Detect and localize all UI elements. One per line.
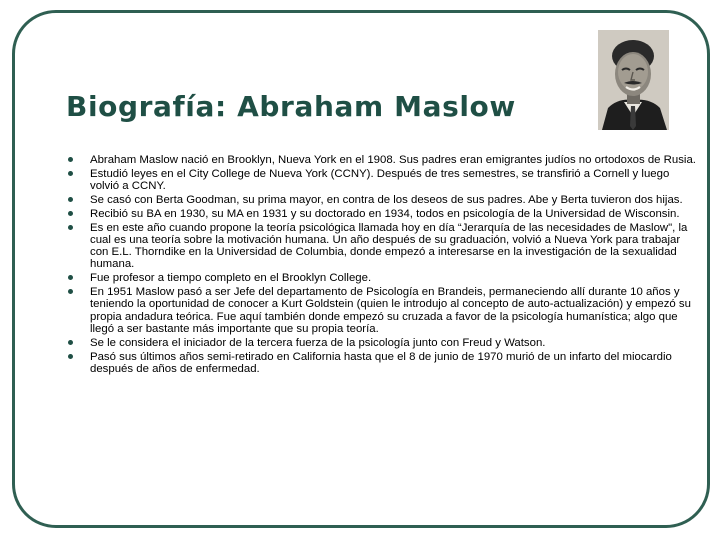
bullet-text: Es en este año cuando propone la teoría psicológica llamada hoy en día “Jerarquía de las necesidades de Maslow", la cual es una teoría sobre la motivación humana. Un año después de su graduación, volvió a Nueva York para trabajar con E.L. Thorndike en la Universidad de Columbia, donde empezó a interesarse en la investigación de la sexualidad humana. [90, 221, 688, 271]
bullet-item [66, 222, 696, 271]
bullet-item [66, 351, 696, 375]
bullet-marker [68, 211, 73, 216]
bullet-text: Fue profesor a tiempo completo en el Brooklyn College. [90, 272, 372, 285]
bullet-item [66, 168, 696, 192]
bullet-text: En 1951 Maslow pasó a ser Jefe del departamento de Psicología en Brandeis, permaneciendo allí durante 10 años y teniendo la oportunidad de conocer a Kurt Goldstein (quien le introdujo al concepto de auto-actualización) y empezó su propia andadura teórica. Fue aquí también donde empezó su cruzada a favor de la psicología humanística; algo que llegó a ser bastante más importante que su propia teoría. [90, 286, 691, 335]
bullet-marker [68, 354, 73, 359]
bullet-text: Se casó con Berta Goodman, su prima mayor, en contra de los deseos de sus padres. Abe y Berta tuvieron dos hijas. [90, 193, 683, 206]
bullet-text: Abraham Maslow nació en Brooklyn, Nueva York en el 1908. Sus padres eran emigrantes judíos no ortodoxos de Rusia. [90, 154, 696, 166]
bullet-item [66, 194, 696, 206]
bullet-marker [68, 289, 73, 294]
bullet-item [66, 286, 696, 335]
bullet-marker [68, 157, 73, 162]
portrait-photo [598, 30, 669, 130]
bullet-item [66, 272, 696, 284]
bullet-marker [68, 275, 73, 280]
bullet-list [66, 154, 696, 377]
bullet-text: Se le considera el iniciador de la tercera fuerza de la psicología junto con Freud y Watson. [90, 336, 546, 349]
bullet-marker [68, 225, 73, 230]
bullet-text: Estudió leyes en el City College de Nueva York (CCNY). Después de tres semestres, se transfirió a Cornell y luego volvió a CCNY. [90, 167, 670, 193]
bullet-marker [68, 171, 73, 176]
bullet-item [66, 337, 696, 349]
bullet-marker [68, 197, 73, 202]
slide-title: Biografía: Abraham Maslow [66, 90, 516, 123]
bullet-item [66, 154, 696, 166]
bullet-marker [68, 340, 73, 345]
bullet-text: Pasó sus últimos años semi-retirado en California hasta que el 8 de junio de 1970 murió de un infarto del miocardio después de años de enfermedad. [90, 350, 672, 375]
bullet-item [66, 208, 696, 220]
portrait-image [598, 30, 669, 130]
bullet-text: Recibió su BA en 1930, su MA en 1931 y su doctorado en 1934, todos en psicología de la Universidad de Wisconsin. [90, 207, 680, 220]
